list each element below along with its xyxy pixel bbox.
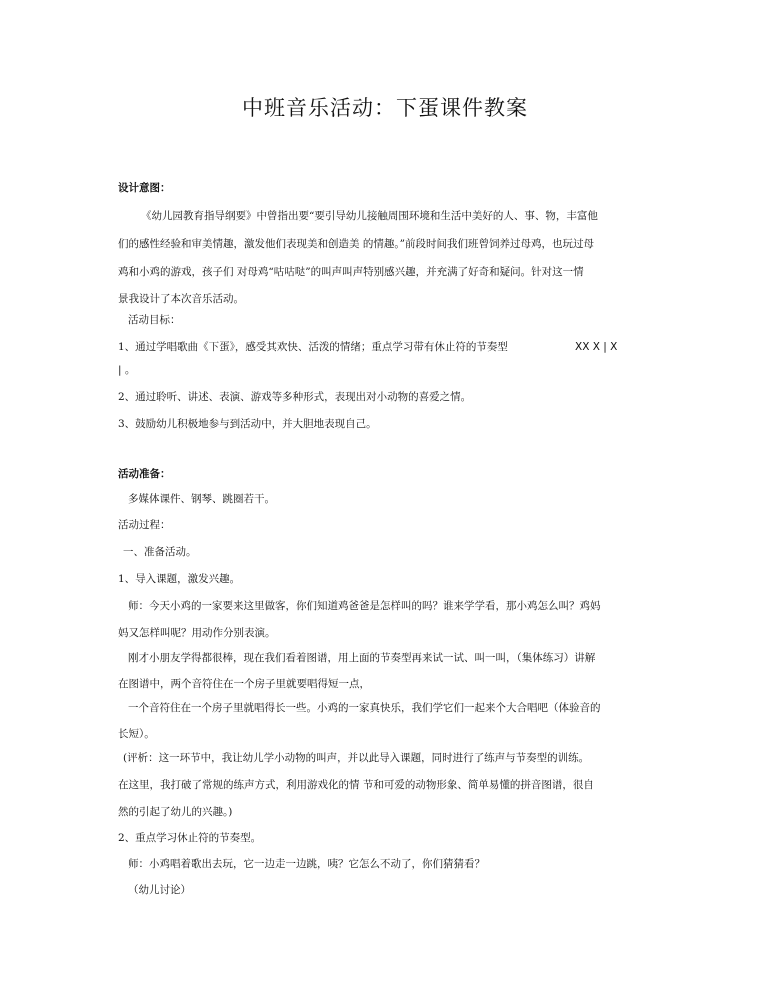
paragraph-line: 鸡和小鸡的游戏，孩子们 对母鸡“咕咕哒”的叫声叫声特别感兴趣，并充满了好奇和疑问。针对这一情 — [118, 266, 584, 278]
paragraph-line: （幼儿讨论） — [128, 884, 191, 896]
commentary-line: 然的引起了幼儿的兴趣。) — [118, 806, 233, 818]
rhythm-pattern: XX X | X — [575, 341, 618, 353]
process-step-1: 一、准备活动。 — [123, 546, 197, 558]
commentary-line: (评析：这一环节中，我让幼儿学小动物的叫声，并以此导入课题，同时进行了练声与节奏型的训练。 — [123, 752, 590, 764]
section-heading-process: 活动过程： — [118, 519, 171, 531]
paragraph-line: 们的感性经验和审美情趣，激发他们表现美和创造美 的情趣。”前段时间我们班曾饲养过母鸡，也玩过母 — [118, 238, 594, 250]
section-heading-design-intent: 设计意图： — [118, 182, 171, 194]
paragraph-line: 长短）。 — [118, 728, 155, 740]
paragraph-line: 师：今天小鸡的一家要来这里做客，你们知道鸡爸爸是怎样叫的吗？谁来学学看，那小鸡怎么叫？鸡妈 — [128, 600, 601, 612]
paragraph-line: 景我设计了本次音乐活动。 — [118, 293, 244, 305]
goal-item-2: 2、通过聆听、讲述、表演、游戏等多种形式，表现出对小动物的喜爱之情。 — [118, 391, 472, 403]
document-title: 中班音乐活动：下蛋课件教案 — [242, 96, 528, 120]
section-heading-goals: 活动目标： — [128, 314, 181, 326]
paragraph-line: 刚才小朋友学得都很棒，现在我们看着图谱，用上面的节奏型再来试一试、叫一叫，（集体练习）讲解 — [128, 652, 596, 664]
commentary-line: 在这里，我打破了常规的练声方式，利用游戏化的情 节和可爱的动物形象、简单易懂的拼音图谱，很自 — [118, 779, 594, 791]
process-substep-1: 1、导入课题，激发兴趣。 — [118, 573, 241, 585]
paragraph-line: 《幼儿园教育指导纲要》中曾指出要“要引导幼儿接触周围环境和生活中美好的人、事、物，丰富他 — [141, 210, 598, 222]
goal-item-1-continued: | 。 — [118, 364, 136, 376]
goal-item-1: 1、通过学唱歌曲《下蛋》，感受其欢快、活泼的情绪；重点学习带有休止符的节奏型 — [118, 341, 508, 353]
paragraph-line: 师：小鸡唱着歌出去玩，它一边走一边跳，咦？它怎么不动了，你们猜猜看？ — [128, 858, 485, 870]
goal-item-3: 3、鼓励幼儿积极地参与到活动中，并大胆地表现自己。 — [118, 418, 377, 430]
process-substep-2: 2、重点学习休止符的节奏型。 — [118, 832, 262, 844]
preparation-text: 多媒体课件、钢琴、跳圈若干。 — [128, 493, 275, 505]
paragraph-line: 一个音符住在一个房子里就唱得长一些。小鸡的一家真快乐，我们学它们一起来个大合唱吧（体验音的 — [128, 702, 601, 714]
section-heading-preparation: 活动准备： — [118, 468, 171, 480]
paragraph-line: 在图谱中，两个音符住在一个房子里就要唱得短一点， — [118, 678, 370, 690]
paragraph-line: 妈又怎样叫呢？用动作分别表演。 — [118, 627, 276, 639]
